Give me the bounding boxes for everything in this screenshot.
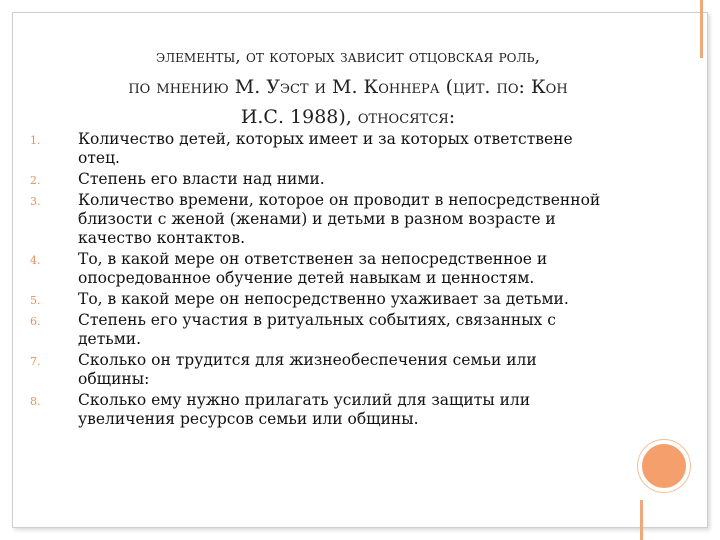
- item-number: 4.: [30, 254, 41, 267]
- list-item: [30, 391, 630, 429]
- factor-list: [30, 130, 630, 431]
- list-item: [30, 311, 630, 349]
- item-number: 1.: [30, 134, 41, 147]
- item-number: 7.: [30, 355, 41, 368]
- bottom-accent-bar: [640, 500, 643, 540]
- item-text: Количество времени, которое он проводит в непосредственной близости с женой (женами) и детьми в разном возрасте и качество контактов.: [78, 191, 601, 247]
- item-text: Степень его власти над ними.: [78, 170, 325, 188]
- item-text: То, в какой мере он непосредственно ухаживает за детьми.: [78, 290, 569, 308]
- slide-title: [48, 42, 648, 132]
- title-line-3: И.С. 1988), относятся:: [240, 106, 456, 128]
- title-line-2: по мнению М. Уэст и М. Коннера (цит. по: Кон: [128, 76, 568, 98]
- title-line-1: элементы, от которых зависит отцовская роль,: [155, 47, 541, 67]
- item-number: 3.: [30, 195, 41, 208]
- top-accent-bar: [700, 0, 703, 58]
- item-number: 5.: [30, 294, 41, 307]
- item-text: Степень его участия в ритуальных событиях, связанных с детьми.: [78, 311, 556, 348]
- decorative-circle: [638, 440, 690, 492]
- item-text: Сколько ему нужно прилагать усилий для защиты или увеличения ресурсов семьи или общины.: [78, 391, 531, 428]
- item-text: То, в какой мере он ответственен за непосредственное и опосредованное обучение детей навыкам и ценностям.: [78, 250, 548, 287]
- list-item: [30, 351, 630, 389]
- list-item: [30, 130, 630, 168]
- item-number: 6.: [30, 315, 41, 328]
- item-text: Количество детей, которых имеет и за которых ответствене отец.: [78, 130, 573, 167]
- item-number: 2.: [30, 174, 41, 187]
- list-item: [30, 250, 630, 288]
- item-number: 8.: [30, 395, 41, 408]
- list-item: [30, 170, 630, 189]
- item-text: Сколько он трудится для жизнеобеспечения семьи или общины:: [78, 351, 537, 388]
- list-item: [30, 191, 630, 248]
- list-item: [30, 290, 630, 309]
